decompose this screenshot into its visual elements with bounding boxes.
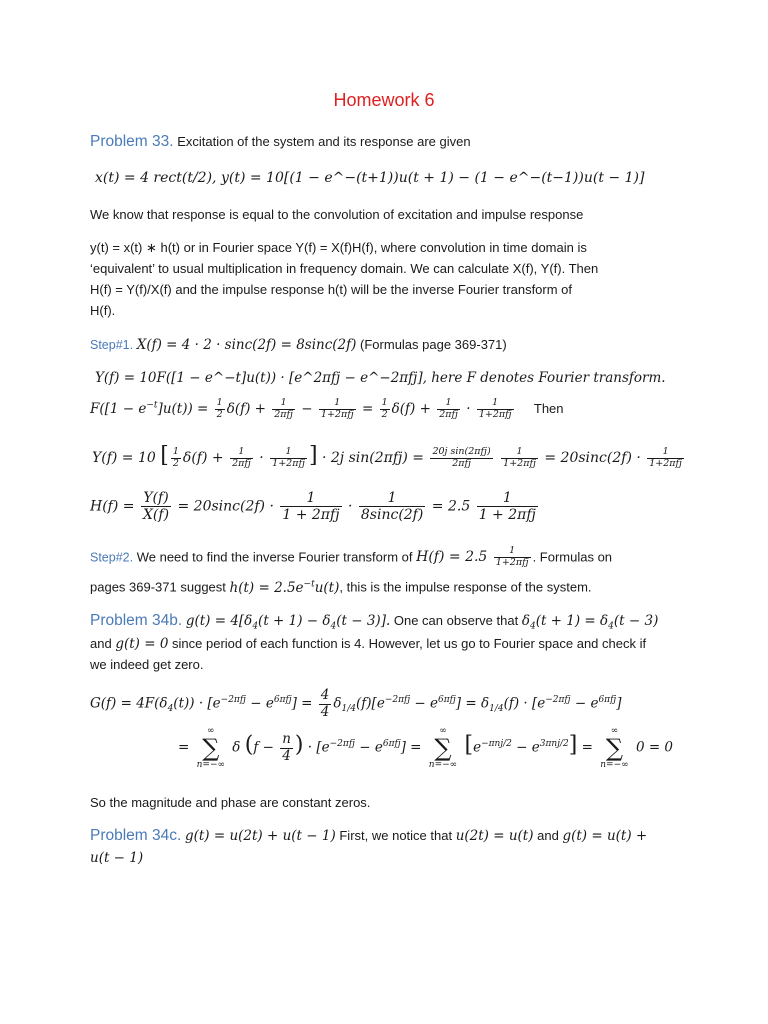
problem-34b-text-a: One can observe that xyxy=(393,613,519,628)
problem-34b-text-c: since period of each function is 4. However, let us go to Fourier space and check if xyxy=(172,636,647,651)
explanation-line-3: H(f) = Y(f)/X(f) and the impulse response h(t) will be the inverse Fourier transform of xyxy=(90,282,573,297)
problem-34c-text-a: First, we notice that xyxy=(339,828,453,843)
page-title: Homework 6 xyxy=(333,90,435,110)
step-2-line-2: pages 369-371 suggest $h(t) = 2.5e^{-t}u(t)$, this is the impulse response of the system. xyxy=(90,579,592,596)
problem-34b-line-2: and g(t) = 0 since period of each function is 4. However, let us go to Fourier space and check if xyxy=(90,636,647,652)
convolution-statement: We know that response is equal to the convolution of excitation and impulse response xyxy=(90,207,584,222)
h-of-f-equation: H(f) = $\frac{Y(f)}{X(f)}$ = 20sinc(2f) · $\frac{1}{\text{1 + 2πfj}}$ · $\frac{1}{8\sin c(2f)}$ = 2.5 $\frac{1}{\text{1 + 2πfj}}$ xyxy=(90,490,536,524)
step-2-label: Step#2. xyxy=(90,550,134,565)
explanation-line-2: ‘equivalent’ to usual multiplication in frequency domain. We can calculate X(f), Y(f). Then xyxy=(90,261,599,276)
y-of-f-expanded-equation: Y(f) = 10 [ $\frac{1}{2}$ δ(f) + $\frac{1}{\text{2πfj}}$ · $\frac{1}{\text{1+2πfj}}$ ] · 2j sin(2πfj) = $\frac{\text{20j sin(2πfj)}}{\text{2πfj}}$ $\frac{1}{\text{1+2πfj}}$ = 20sinc(2f) · $\frac{1}{\text{1+2πfj}}$ xyxy=(92,443,683,469)
step-2-text-c: pages 369-371 suggest xyxy=(90,579,226,595)
step-1-note: (Formulas page 369-371) xyxy=(360,337,507,352)
problem-33-intro xyxy=(90,131,680,152)
step-2-line-1: Step#2. We need to find the inverse Fourier transform of H(f) = 2.5 $\frac{1}{\text{1+2πfj}}$ . Formulas on xyxy=(90,545,613,568)
step-1-line xyxy=(90,334,680,356)
step-2-text-a: We need to find the inverse Fourier transform of xyxy=(136,549,413,565)
problem-34c-text-b: and xyxy=(537,828,559,843)
explanation-line-4: H(f). xyxy=(90,303,116,318)
then-word: Then xyxy=(533,400,564,416)
problem-34b-text-b: and xyxy=(90,636,112,651)
y-of-f-equation: Y(f) = 10F([1 − e^−t]u(t)) · [e^2πfj − e^−2πfj], here F denotes Fourier transform. xyxy=(95,370,666,386)
g-of-f-equation-line-2: = ∞ ∑ n=−∞ δ (f − $\frac{n}{4}$ ) · $[e^{-2\pi fj} - e^{6\pi fj}]$ = ∞ ∑ n=−∞ $[e^{-\pi nj/2} - e^{3\pi nj/2}]$ = ∞ ∑ n=−∞ 0 = 0 xyxy=(178,726,674,770)
explanation-line-1: y(t) = x(t) ∗ h(t) or in Fourier space Y(f) = X(f)H(f), where convolution in time domain is xyxy=(90,240,587,255)
step-2-text-b: . Formulas on xyxy=(532,549,613,565)
problem-34b-conclusion: So the magnitude and phase are constant zeros. xyxy=(90,795,371,810)
problem-34b-line-3: we indeed get zero. xyxy=(90,657,204,672)
problem-33-intro-text: Excitation of the system and its response are given xyxy=(177,134,471,149)
fourier-of-step-equation: $F([1 - e^{-t}]u(t))$ = $\frac{1}{2}$ δ(f) + $\frac{1}{\text{2πfj}}$ − $\frac{1}{\text{1+2πfj}}$ = $\frac{1}{2}$ δ(f) + $\frac{1}{\text{2πfj}}$ · $\frac{1}{\text{1+2πfj}}$ Then xyxy=(90,397,564,420)
problem-34c-heading: Problem 34c. xyxy=(90,827,182,844)
problem-33-heading: Problem 33. xyxy=(90,133,174,150)
problem-34b-line-1: Problem 34b. $g(t) = 4[\delta_4(t + 1) - \delta_4(t - 3)]$. One can observe that $\delta_4(t + 1) = \delta_4(t - 3)$ xyxy=(90,612,659,632)
step-1-equation: X(f) = 4 · 2 · sinc(2f) = 8sinc(2f) xyxy=(136,337,357,353)
given-equations: x(t) = 4 rect(t/2), y(t) = 10[(1 − e^−(t+1))u(t + 1) − (1 − e^−(t−1))u(t − 1)] xyxy=(95,170,645,186)
problem-34c-line-2: u(t − 1) xyxy=(90,850,144,866)
problem-34b-heading: Problem 34b. xyxy=(90,612,183,629)
problem-34c-line-1: Problem 34c. g(t) = u(2t) + u(t − 1) First, we notice that u(2t) = u(t) and g(t) = u(t) + xyxy=(90,827,648,844)
g-of-f-equation-line-1: $G(f) = 4F(\delta_4(t)) \cdot [e^{-2\pi fj} - e^{6\pi fj}]$ = $\frac{4}{4}$ $\delta_{1/4}(f)[e^{-2\pi fj} - e^{6\pi fj}] = \delta_{1/4}(f) \cdot [e^{-2\pi fj} - e^{6\pi fj}]$ xyxy=(90,687,622,720)
step-1-label: Step#1. xyxy=(90,338,134,352)
step-2-text-d: , this is the impulse response of the system. xyxy=(339,579,592,595)
